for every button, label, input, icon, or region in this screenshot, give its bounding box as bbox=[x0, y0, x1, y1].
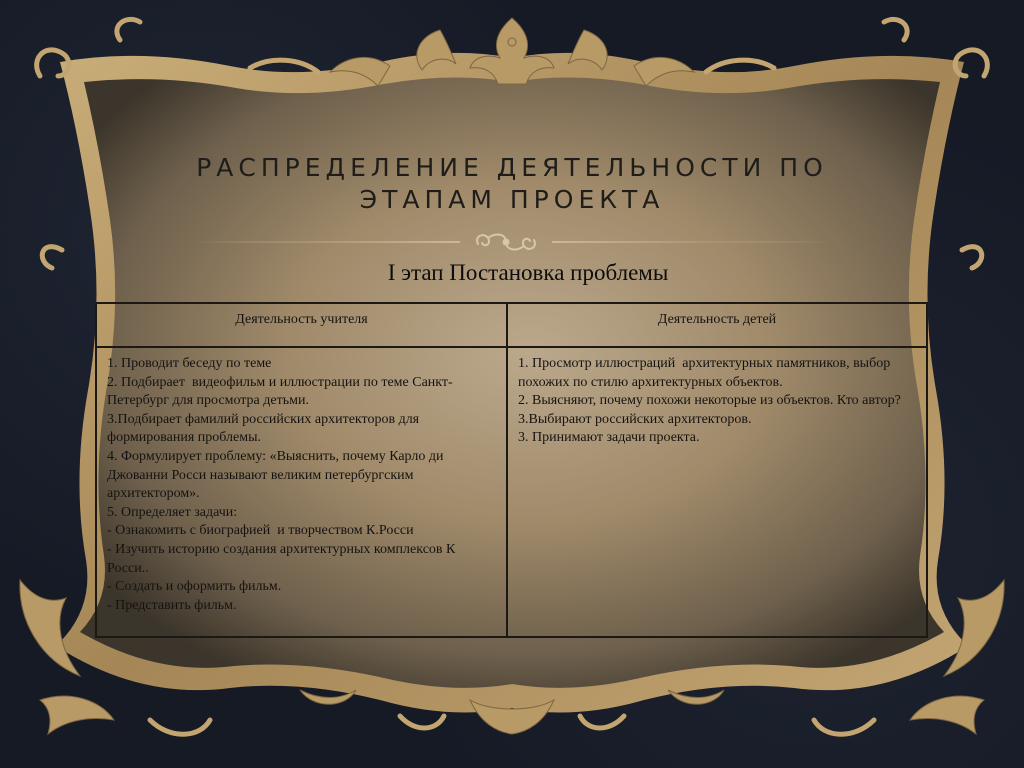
divider-line-left bbox=[196, 241, 460, 243]
table-header-row bbox=[96, 303, 927, 347]
header-children-activity: Деятельность детей bbox=[507, 303, 927, 347]
filigree-crest-icon bbox=[330, 18, 694, 86]
teacher-activity-cell bbox=[96, 347, 507, 637]
children-activity-cell bbox=[507, 347, 927, 637]
scroll-flourish-icon bbox=[470, 228, 542, 256]
slide-title: РАСПРЕДЕЛЕНИЕ ДЕЯТЕЛЬНОСТИ ПО ЭТАПАМ ПРОЕКТА bbox=[196, 153, 828, 214]
teacher-task-4: - Представить фильм. bbox=[107, 597, 237, 613]
teacher-step-3: 3.Подбирает фамилий российских архитекторов для формирования проблемы. bbox=[107, 411, 423, 446]
teacher-task-2: - Изучить историю создания архитектурных комплексов К Росси.. bbox=[107, 541, 459, 576]
teacher-task-3: - Создать и оформить фильм. bbox=[107, 579, 282, 595]
activity-table bbox=[95, 302, 928, 638]
teacher-step-5: 5. Определяет задачи: bbox=[107, 504, 238, 520]
children-step-3: 3.Выбирают российских архитекторов. bbox=[518, 411, 752, 427]
header-teacher-activity: Деятельность учителя bbox=[96, 303, 507, 347]
teacher-step-1: 1. Проводит беседу по теме bbox=[107, 356, 272, 371]
children-step-2: 2. Выясняют, почему похожи некоторые из объектов. Кто автор? bbox=[518, 393, 901, 409]
divider-line-right bbox=[552, 241, 832, 243]
teacher-step-4: 4. Формулирует проблему: «Выяснить, почему Карло ди Джованни Росси называют великим петербургским архитектором». bbox=[107, 448, 447, 502]
children-step-1: 1. Просмотр иллюстраций архитектурных памятников, выбор похожих по стилю архитектурных объектов. bbox=[518, 356, 894, 390]
teacher-step-2: 2. Подбирает видеофильм и иллюстрации по теме Санкт-Петербург для просмотра детьми. bbox=[107, 374, 453, 409]
stage-subtitle: I этап Постановка проблемы bbox=[387, 260, 669, 285]
table-row bbox=[96, 347, 927, 637]
children-step-4: 3. Принимают задачи проекта. bbox=[518, 430, 700, 446]
teacher-task-1: - Ознакомить с биографией и творчеством К.Росси bbox=[107, 523, 414, 539]
